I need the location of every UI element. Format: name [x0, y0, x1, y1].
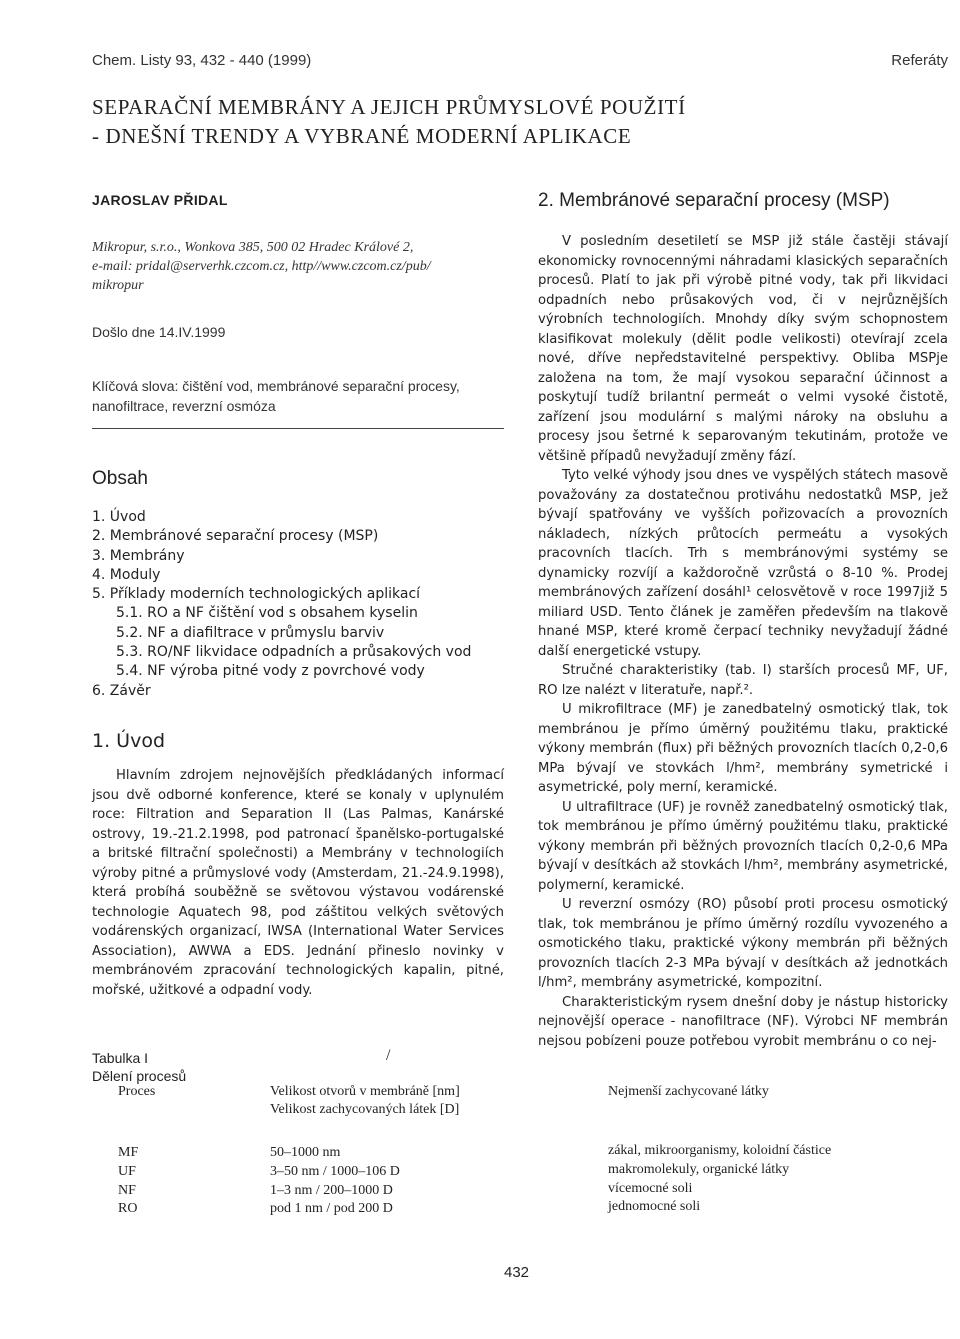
table-cell-smallest: makromolekuly, organické látky — [608, 1162, 790, 1177]
table-caption-number: Tabulka I — [92, 1050, 149, 1066]
msp-paragraph: Stručné charakteristiky (tab. I) starších procesů MF, UF, RO lze nalézt v literatuře, např.². — [538, 663, 948, 698]
table-cell-process: MF — [118, 1145, 139, 1160]
toc-item: 6. Závěr — [92, 682, 151, 699]
intro-paragraph — [92, 766, 504, 1000]
table-cell-size: 1–3 nm / 200–1000 D — [270, 1183, 393, 1198]
page-number: 432 — [504, 1264, 530, 1281]
table-cell-process: UF — [118, 1164, 136, 1179]
table-slash-mark: / — [386, 1047, 391, 1064]
affiliation-line-1: Mikropur, s.r.o., Wonkova 385, 500 02 Hradec Králové 2, — [92, 240, 414, 255]
keywords-divider — [92, 428, 504, 429]
table-header-size-line-1: Velikost otvorů v membráně [nm] — [270, 1084, 460, 1099]
affiliation-line-3: mikropur — [92, 278, 144, 293]
section-label: Referáty — [891, 52, 948, 69]
msp-heading: 2. Membránové separační procesy (MSP) — [538, 190, 890, 211]
msp-paragraph: Tyto velké výhody jsou dnes ve vyspělých státech masově považovány za dostatečnou protiváhu nedostatků MSP, jež bývají spatřovány ve vyšších pořizovacích a provozních nákladech, nízkých průtocích permeátu a vysokých pracovních tlacích. Trh s membránovými systémy se dynamicky rozvíjí a každoročně vzrůstá o 8-10 %. Prodej membránových zařízení dosáhl¹ celosvětově v roce 1997již 5 miliard USD. Tento článek je zaměřen především na tlakově hnané MSP, které kromě čerpací techniky nevyžadují žádné další energetické vstupy. — [538, 468, 948, 659]
article-title — [92, 93, 686, 151]
table-header-smallest: Nejmenší zachycované látky — [608, 1084, 769, 1099]
msp-section — [538, 232, 948, 1051]
title-line-1: SEPARAČNÍ MEMBRÁNY A JEJICH PRŮMYSLOVÉ POUŽITÍ — [92, 95, 686, 119]
table-header-size-line-2: Velikost zachycovaných látek [D] — [270, 1102, 460, 1117]
table-cell-smallest: jednomocné soli — [608, 1199, 701, 1214]
table-cell-process: NF — [118, 1183, 136, 1198]
journal-citation: Chem. Listy 93, 432 - 440 (1999) — [92, 52, 312, 69]
msp-paragraph: U ultrafiltrace (UF) je rovněž zanedbatelný osmotický tlak, tok membránou je přímo úměrný použitému tlaku, praktické výkony membrán při běžných provozních tlacích 0,2-0,6 MPa bývají v desítkách až stovkách l/hm², membrány asymetrické, polymerní, keramické. — [538, 799, 948, 893]
msp-paragraph: V posledním desetiletí se MSP již stále častěji stávají ekonomicky rovnocennými náhradami klasických separačních procesů. Platí to jak při výrobě pitné vody, tak při likvidaci odpadních nebo průsakových vod, či v nejrůznějších výrobních technologiích. Mnohdy díky svým schopnostem klasifikovat molekuly (dělit podle velikosti) otevírají zcela nové, dříve nepředstavitelné perspektivy. Obliba MSPje založena na tom, že mají vysokou separační účinnost a poskytují tudíž brilantní permeát o velmi vysoké čistotě, zařízení jsou modulární s malými nároky na obsluhu a procesy jsou šetrné k separovaným tekutinám, protože ve většině případů nevyžadují změny fází. — [538, 234, 948, 464]
received-date: Došlo dne 14.IV.1999 — [92, 324, 226, 340]
intro-heading: 1. Úvod — [92, 730, 166, 752]
table-header-process: Proces — [118, 1084, 156, 1099]
toc-item: 5.2. NF a diafiltrace v průmyslu barviv — [116, 624, 385, 641]
table-caption-title: Dělení procesů — [92, 1068, 187, 1084]
table-cell-size: 3–50 nm / 1000–106 D — [270, 1164, 400, 1179]
intro-text: Hlavním zdrojem nejnovějších předkládaných informací jsou dvě odborné konference, které se konaly v uplynulém roce: Filtration and Separation II (Las Palmas, Kanárské ostrovy, 19.-21.2.1998, pod patronací španělsko-portugalské a britské filtrační společnosti) a Membrány v technologiích výroby pitné a průmyslové vody (Amsterdam, 21.-24.9.1998), která probíhá souběžně se světovou výstavou vodárenské technologie Aquatech 98, pod záštitou velkých světových vodárenských organizací, IWSA (International Water Services Association), AWWA a EDS. Jednání přineslo novinky v membránovém zpracování technologických kapalin, pitné, mořské, užitkové a odpadní vody. — [92, 768, 504, 998]
toc-item: 1. Úvod — [92, 509, 146, 525]
toc-item: 5.1. RO a NF čištění vod s obsahem kyselin — [116, 605, 418, 622]
table-header-size — [270, 1083, 460, 1119]
table-cell-smallest: vícemocné soli — [608, 1181, 693, 1196]
table-cell-size: 50–1000 nm — [270, 1145, 341, 1160]
author-name: JAROSLAV PŘIDAL — [92, 192, 228, 208]
table-cell-process: RO — [118, 1201, 138, 1216]
affiliation-line-2: e-mail: pridal@serverhk.czcom.cz, http//www.czcom.cz/pub/ — [92, 259, 431, 274]
toc-item: 2. Membránové separační procesy (MSP) — [92, 528, 379, 545]
title-line-2: - DNEŠNÍ TRENDY A VYBRANÉ MODERNÍ APLIKACE — [92, 124, 632, 148]
msp-paragraph: U reverzní osmózy (RO) působí proti procesu osmotický tlak, tok membránou je přímo úměrný rozdílu vyvozeného a osmotického tlaku, praktické výkony membrán při běžných provozních tlacích 2-3 MPa bývají v desítkách až jednotkách l/hm², membrány asymetrické, kompozitní. — [538, 897, 948, 990]
msp-paragraph: Charakteristickým rysem dnešní doby je nástup historicky nejnovější operace - nanofiltrace (NF). Výrobci NF membrán nejsou pobízeni pouze potřebou vyrobit membránu o co nej- — [538, 994, 948, 1049]
keywords: Klíčová slova: čištění vod, membránové separační procesy, nanofiltrace, reverzní osmóza — [92, 378, 460, 414]
table-cell-smallest: zákal, mikroorganismy, koloidní částice — [608, 1143, 832, 1158]
toc-item: 3. Membrány — [92, 547, 185, 564]
msp-paragraph: U mikrofiltrace (MF) je zanedbatelný osmotický tlak, tok membránou je přímo úměrný použitému tlaku, praktické výkony membrán (flux) při běžných provozních tlacích 0,2-0,6 MPa bývají ve stovkách l/hm², membrány symetrické i asymetrické, poly merní, keramické. — [538, 702, 948, 795]
table-of-contents — [92, 508, 471, 701]
table-cell-size: pod 1 nm / pod 200 D — [270, 1201, 393, 1216]
toc-item: 5.3. RO/NF likvidace odpadních a průsakových vod — [116, 644, 472, 661]
affiliation — [92, 238, 512, 295]
toc-item: 5. Příklady moderních technologických aplikací — [92, 586, 421, 603]
contents-heading: Obsah — [92, 468, 148, 489]
toc-item: 4. Moduly — [92, 566, 161, 583]
toc-item: 5.4. NF výroba pitné vody z povrchové vody — [116, 663, 425, 680]
table-caption — [92, 1049, 186, 1085]
